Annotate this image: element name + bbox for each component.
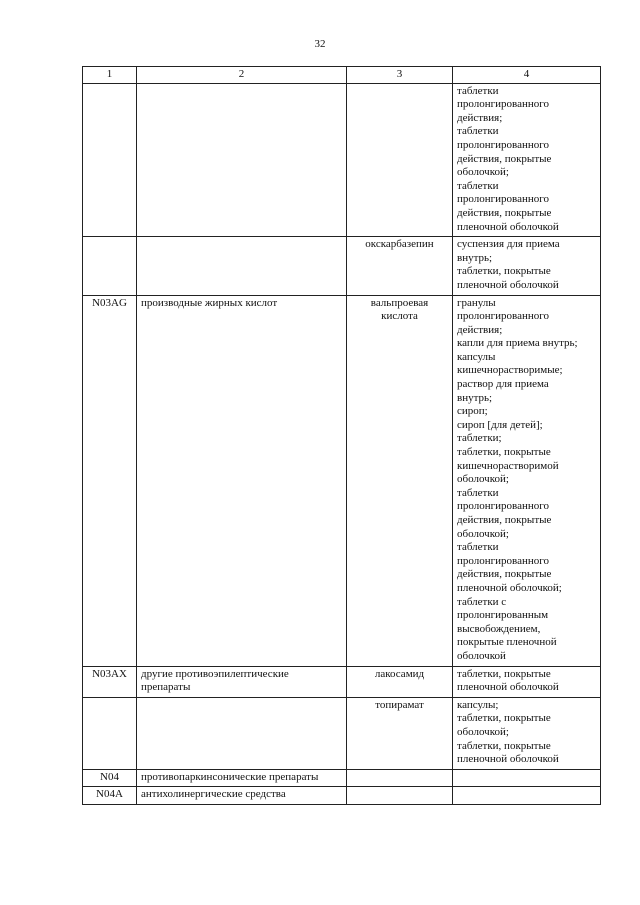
table-row: [83, 83, 601, 237]
drug-name-cell: [347, 769, 453, 787]
cell-text-line: пролонгированного: [457, 138, 549, 151]
group-name-cell: [137, 295, 347, 666]
cell-text-line: пролонгированным: [457, 609, 549, 622]
cell-text-line: сироп [для детей];: [457, 418, 543, 431]
drug-name-cell: [347, 666, 453, 697]
cell-text-line: производные жирных кислот: [141, 296, 278, 309]
cell-text-line: таблетки, покрытые: [457, 712, 551, 725]
atc-code-cell: N03AX: [83, 666, 137, 697]
cell-text-line: гранулы: [457, 296, 496, 309]
cell-text-line: действия, покрытые: [457, 514, 552, 526]
cell-text-line: покрытые пленочной: [457, 636, 557, 649]
table-body: [83, 83, 601, 804]
cell-text-line: оболочкой;: [457, 166, 509, 179]
table-row: [83, 237, 601, 295]
atc-code-cell: [83, 697, 137, 769]
group-name-cell: [137, 666, 347, 697]
group-name-cell: [137, 237, 347, 295]
cell-text-line: пленочной оболочкой: [457, 220, 559, 233]
cell-text-line: высвобождением,: [457, 622, 541, 635]
table-row: [83, 666, 601, 697]
group-name-cell: [137, 697, 347, 769]
cell-text-line: таблетки, покрытые: [457, 446, 551, 459]
cell-text-line: кислота: [381, 310, 418, 323]
cell-text-line: действия, покрытые: [457, 206, 552, 219]
table-row: [83, 295, 601, 666]
table-row: [83, 769, 601, 787]
cell-text-line: лакосамид: [374, 667, 425, 680]
cell-text-line: действия, покрытые: [457, 152, 552, 165]
atc-code-cell: N04A: [83, 787, 137, 805]
cell-text-line: пролонгированного: [457, 193, 549, 206]
cell-text-line: сироп;: [457, 405, 488, 418]
cell-text-line: таблетки, покрытые: [457, 667, 551, 680]
cell-text-line: пролонгированного: [457, 500, 549, 513]
cell-text-line: таблетки, покрытые: [457, 265, 551, 278]
medication-table: [82, 66, 601, 805]
cell-text-line: таблетки: [457, 486, 499, 499]
cell-text-line: кишечнорастворимой: [457, 459, 559, 472]
group-name-cell: [137, 787, 347, 805]
cell-text-line: таблетки: [457, 179, 499, 192]
cell-text-line: кишечнорастворимые;: [457, 364, 563, 377]
cell-text-line: окскарбазепин: [365, 238, 434, 251]
group-name-cell: [137, 769, 347, 787]
dosage-forms-cell: [453, 697, 601, 769]
page-number: 32: [314, 38, 326, 50]
column-header-4: 4: [453, 67, 601, 84]
atc-code-cell: [83, 83, 137, 237]
cell-text-line: препараты: [141, 681, 191, 694]
cell-text-line: действия;: [457, 111, 503, 124]
column-header-3: 3: [347, 67, 453, 84]
cell-text-line: пленочной оболочкой: [457, 278, 559, 291]
cell-text-line: другие противоэпилептические: [141, 667, 289, 680]
cell-text-line: таблетки с: [457, 595, 507, 608]
cell-text-line: топирамат: [375, 698, 424, 711]
cell-text-line: пленочной оболочкой: [457, 753, 559, 766]
cell-text-line: антихолинергические средства: [141, 788, 286, 801]
column-header-2: 2: [137, 67, 347, 84]
dosage-forms-cell: [453, 769, 601, 787]
dosage-forms-cell: [453, 787, 601, 805]
dosage-forms-cell: [453, 83, 601, 237]
column-header-1: 1: [83, 67, 137, 84]
cell-text-line: таблетки: [457, 541, 499, 554]
cell-text-line: пролонгированного: [457, 554, 549, 567]
cell-text-line: оболочкой: [457, 649, 506, 662]
atc-code-cell: N03AG: [83, 295, 137, 666]
cell-text-line: вальпроевая: [370, 296, 429, 309]
cell-text-line: внутрь;: [457, 391, 493, 404]
atc-code-cell: N04: [83, 769, 137, 787]
table-row: [83, 697, 601, 769]
cell-text-line: оболочкой;: [457, 473, 509, 486]
cell-text-line: таблетки, покрытые: [457, 739, 551, 752]
drug-name-cell: [347, 295, 453, 666]
cell-text-line: действия;: [457, 323, 503, 336]
dosage-forms-cell: [453, 666, 601, 697]
cell-text-line: оболочкой;: [457, 725, 509, 738]
cell-text-line: капли для приема внутрь;: [457, 337, 578, 350]
cell-text-line: пролонгированного: [457, 98, 549, 111]
cell-text-line: капсулы: [457, 350, 496, 363]
cell-text-line: таблетки: [457, 84, 499, 97]
group-name-cell: [137, 83, 347, 237]
dosage-forms-cell: [453, 295, 601, 666]
cell-text-line: таблетки;: [457, 432, 502, 445]
cell-text-line: суспензия для приема: [457, 238, 560, 251]
dosage-forms-cell: [453, 237, 601, 295]
drug-name-cell: [347, 83, 453, 237]
cell-text-line: противопаркинсонические препараты: [141, 770, 319, 783]
drug-name-cell: [347, 237, 453, 295]
cell-text-line: пленочной оболочкой;: [457, 581, 562, 594]
cell-text-line: таблетки: [457, 125, 499, 138]
table-row: [83, 787, 601, 805]
atc-code-cell: [83, 237, 137, 295]
drug-name-cell: [347, 697, 453, 769]
cell-text-line: действия, покрытые: [457, 568, 552, 581]
cell-text-line: капсулы;: [457, 698, 499, 711]
cell-text-line: пленочной оболочкой: [457, 681, 559, 694]
cell-text-line: раствор для приема: [457, 378, 549, 391]
cell-text-line: оболочкой;: [457, 527, 509, 540]
table-header-row: [83, 67, 601, 84]
cell-text-line: пролонгированного: [457, 310, 549, 323]
drug-name-cell: [347, 787, 453, 805]
cell-text-line: внутрь;: [457, 251, 493, 264]
